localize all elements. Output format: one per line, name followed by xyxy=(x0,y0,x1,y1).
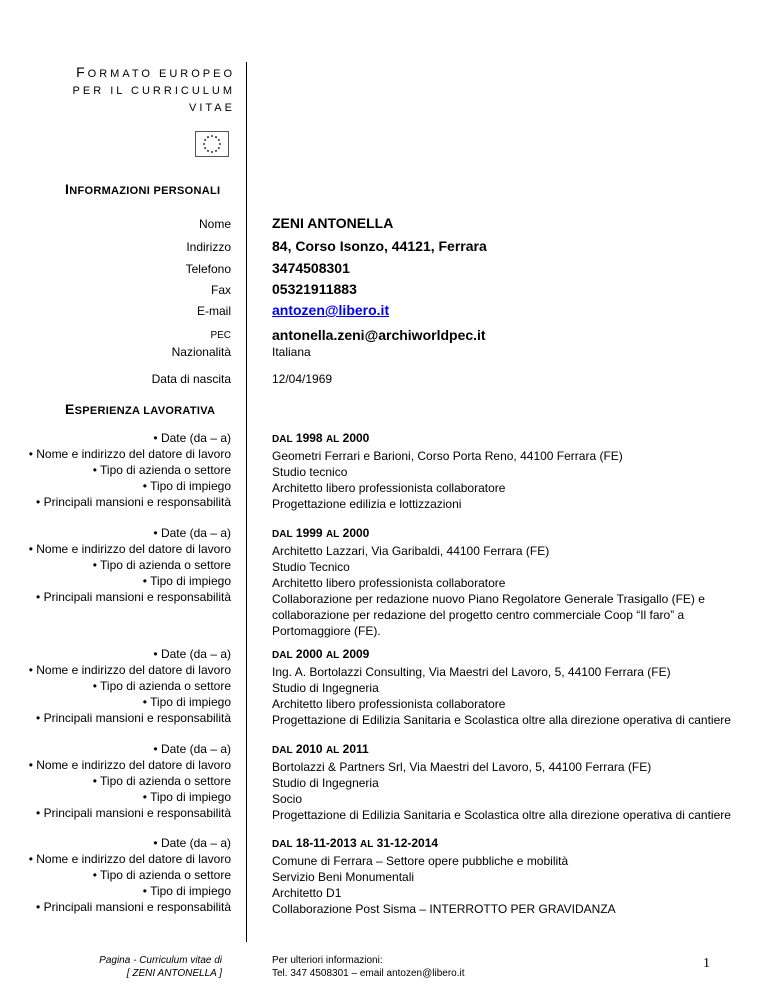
job-to: 2011 xyxy=(342,742,369,756)
job-sector: Studio tecnico xyxy=(272,465,348,479)
section-work-experience: ESPERIENZA LAVORATIVA xyxy=(65,401,216,417)
job-labels xyxy=(29,646,231,726)
flag-star xyxy=(204,139,206,141)
flag-star xyxy=(207,150,209,152)
title-line-2: PER IL CURRICULUM xyxy=(72,85,235,97)
job-dates xyxy=(272,646,732,664)
title-line-1: FORMATO EUROPEO xyxy=(76,64,235,80)
job-from: 18-11-2013 xyxy=(295,836,357,850)
job-label-sector: • Tipo di azienda o settore xyxy=(92,463,231,477)
job-sector: Studio di Ingegneria xyxy=(272,776,379,790)
job-duties: Progettazione di Edilizia Sanitaria e Scolastica oltre alla direzione operativa di cantiere xyxy=(272,808,731,822)
job-label-position: • Tipo di impiego xyxy=(142,574,231,588)
flag-star xyxy=(203,143,205,145)
job-dal: DAL xyxy=(272,745,293,756)
job-label-duties: • Principali mansioni e responsabilità xyxy=(36,495,231,509)
job-position: Socio xyxy=(272,792,303,806)
job-al: AL xyxy=(325,745,340,756)
job-label-duties: • Principali mansioni e responsabilità xyxy=(36,806,231,820)
job-sector: Studio Tecnico xyxy=(272,560,350,574)
address-label: Indirizzo xyxy=(186,240,231,254)
flag-star xyxy=(215,136,217,138)
job-labels xyxy=(29,835,231,915)
job-label-employer: • Nome e indirizzo del datore di lavoro xyxy=(28,852,231,866)
job-al: AL xyxy=(359,839,374,850)
job-al: AL xyxy=(325,434,340,445)
job-label-dates: • Date (da – a) xyxy=(153,526,231,540)
job-dal: DAL xyxy=(272,839,293,850)
nationality-value: Italiana xyxy=(272,345,311,359)
footer-right xyxy=(272,954,465,980)
name-label: Nome xyxy=(198,217,231,231)
footer-name: [ ZENI ANTONELLA ] xyxy=(126,968,222,979)
flag-star xyxy=(218,139,220,141)
job-duties: Progettazione edilizia e lottizzazioni xyxy=(272,497,462,511)
job-to: 2009 xyxy=(342,647,370,661)
pec-value: antonella.zeni@archiworldpec.it xyxy=(272,327,486,343)
job-label-dates: • Date (da – a) xyxy=(153,836,231,850)
job-from: 2000 xyxy=(295,647,323,661)
flag-star xyxy=(207,136,209,138)
fax-label: Fax xyxy=(210,283,231,297)
flag-star xyxy=(211,135,213,137)
job-employer: Bortolazzi & Partners Srl, Via Maestri del Lavoro, 5, 44100 Ferrara (FE) xyxy=(272,760,652,774)
job-label-employer: • Nome e indirizzo del datore di lavoro xyxy=(28,758,231,772)
job-dates xyxy=(272,430,732,448)
job-position: Architetto libero professionista collaboratore xyxy=(272,481,506,495)
job-label-dates: • Date (da – a) xyxy=(153,742,231,756)
flag-star xyxy=(218,147,220,149)
job-to: 31-12-2014 xyxy=(376,836,439,850)
footer-info-label: Per ulteriori informazioni: xyxy=(272,955,383,966)
job-label-position: • Tipo di impiego xyxy=(142,884,231,898)
job-entry xyxy=(272,430,732,512)
job-labels xyxy=(29,741,231,821)
footer-contact: Tel. 347 4508301 – email antozen@libero.it xyxy=(272,968,465,979)
job-label-dates: • Date (da – a) xyxy=(153,647,231,661)
job-label-duties: • Principali mansioni e responsabilità xyxy=(36,711,231,725)
job-label-duties: • Principali mansioni e responsabilità xyxy=(36,590,231,604)
page-number: 1 xyxy=(703,956,710,971)
job-label-sector: • Tipo di azienda o settore xyxy=(92,679,231,693)
job-label-employer: • Nome e indirizzo del datore di lavoro xyxy=(28,663,231,677)
birth-date-label: Data di nascita xyxy=(151,372,231,386)
job-label-position: • Tipo di impiego xyxy=(142,695,231,709)
flag-star xyxy=(204,147,206,149)
job-duties: Collaborazione Post Sisma – INTERROTTO PER GRAVIDANZA xyxy=(272,902,616,916)
fax-value: 05321911883 xyxy=(272,281,357,297)
phone-value: 3474508301 xyxy=(272,260,350,276)
job-label-position: • Tipo di impiego xyxy=(142,790,231,804)
job-sector: Servizio Beni Monumentali xyxy=(272,870,415,884)
job-position: Architetto libero professionista collaboratore xyxy=(272,576,506,590)
job-employer: Geometri Ferrari e Barioni, Corso Porta Reno, 44100 Ferrara (FE) xyxy=(272,449,623,463)
job-label-sector: • Tipo di azienda o settore xyxy=(92,774,231,788)
job-label-employer: • Nome e indirizzo del datore di lavoro xyxy=(28,542,231,556)
job-label-dates: • Date (da – a) xyxy=(153,431,231,445)
job-dal: DAL xyxy=(272,434,293,445)
flag-star xyxy=(211,151,213,153)
nationality-label: Nazionalità xyxy=(171,345,231,359)
job-entry xyxy=(272,835,732,917)
job-to: 2000 xyxy=(342,526,370,540)
job-sector: Studio di Ingegneria xyxy=(272,681,379,695)
job-dates xyxy=(272,835,732,853)
job-label-position: • Tipo di impiego xyxy=(142,479,231,493)
job-employer: Architetto Lazzari, Via Garibaldi, 44100 Ferrara (FE) xyxy=(272,544,550,558)
job-entry xyxy=(272,525,732,639)
job-from: 2010 xyxy=(295,742,323,756)
job-employer: Ing. A. Bortolazzi Consulting, Via Maestri del Lavoro, 5, 44100 Ferrara (FE) xyxy=(272,665,671,679)
job-employer: Comune di Ferrara – Settore opere pubbliche e mobilità xyxy=(272,854,569,868)
job-labels xyxy=(29,525,231,605)
job-position: Architetto D1 xyxy=(272,886,342,900)
job-label-sector: • Tipo di azienda o settore xyxy=(92,558,231,572)
footer-page-label: Pagina - Curriculum vitae di xyxy=(99,955,222,966)
email-label: E-mail xyxy=(196,304,231,318)
job-label-duties: • Principali mansioni e responsabilità xyxy=(36,900,231,914)
pec-label: PEC xyxy=(210,330,231,341)
job-label-sector: • Tipo di azienda o settore xyxy=(92,868,231,882)
email-link[interactable]: antozen@libero.it xyxy=(272,302,390,318)
job-labels xyxy=(29,430,231,510)
section-personal-info: INFORMAZIONI PERSONALI xyxy=(65,181,221,197)
column-divider xyxy=(246,62,247,942)
footer-left xyxy=(99,954,222,980)
job-duties: Progettazione di Edilizia Sanitaria e Scolastica oltre alla direzione operativa di cantiere xyxy=(272,713,731,727)
job-from: 1998 xyxy=(295,431,323,445)
cv-format-title xyxy=(73,64,235,117)
eu-flag-icon xyxy=(195,131,229,157)
title-line-3: VITAE xyxy=(189,102,235,114)
job-entry xyxy=(272,741,732,823)
job-dates xyxy=(272,525,732,543)
job-al: AL xyxy=(325,650,340,661)
job-dal: DAL xyxy=(272,529,293,540)
job-from: 1999 xyxy=(295,526,323,540)
flag-star xyxy=(219,143,221,145)
address-value: 84, Corso Isonzo, 44121, Ferrara xyxy=(272,238,487,254)
flag-star xyxy=(215,150,217,152)
birth-date-value: 12/04/1969 xyxy=(272,372,333,386)
job-dal: DAL xyxy=(272,650,293,661)
job-position: Architetto libero professionista collaboratore xyxy=(272,697,506,711)
job-to: 2000 xyxy=(342,431,370,445)
phone-label: Telefono xyxy=(185,262,231,276)
job-label-employer: • Nome e indirizzo del datore di lavoro xyxy=(28,447,231,461)
job-duties: Collaborazione per redazione nuovo Piano Regolatore Generale Trasigallo (FE) e collaborazione per redazione del progetto centro commerciale Coop “Il faro” a Portomaggiore (FE). xyxy=(272,592,705,638)
job-entry xyxy=(272,646,732,728)
job-dates xyxy=(272,741,732,759)
name-value: ZENI ANTONELLA xyxy=(272,215,394,231)
job-al: AL xyxy=(325,529,340,540)
